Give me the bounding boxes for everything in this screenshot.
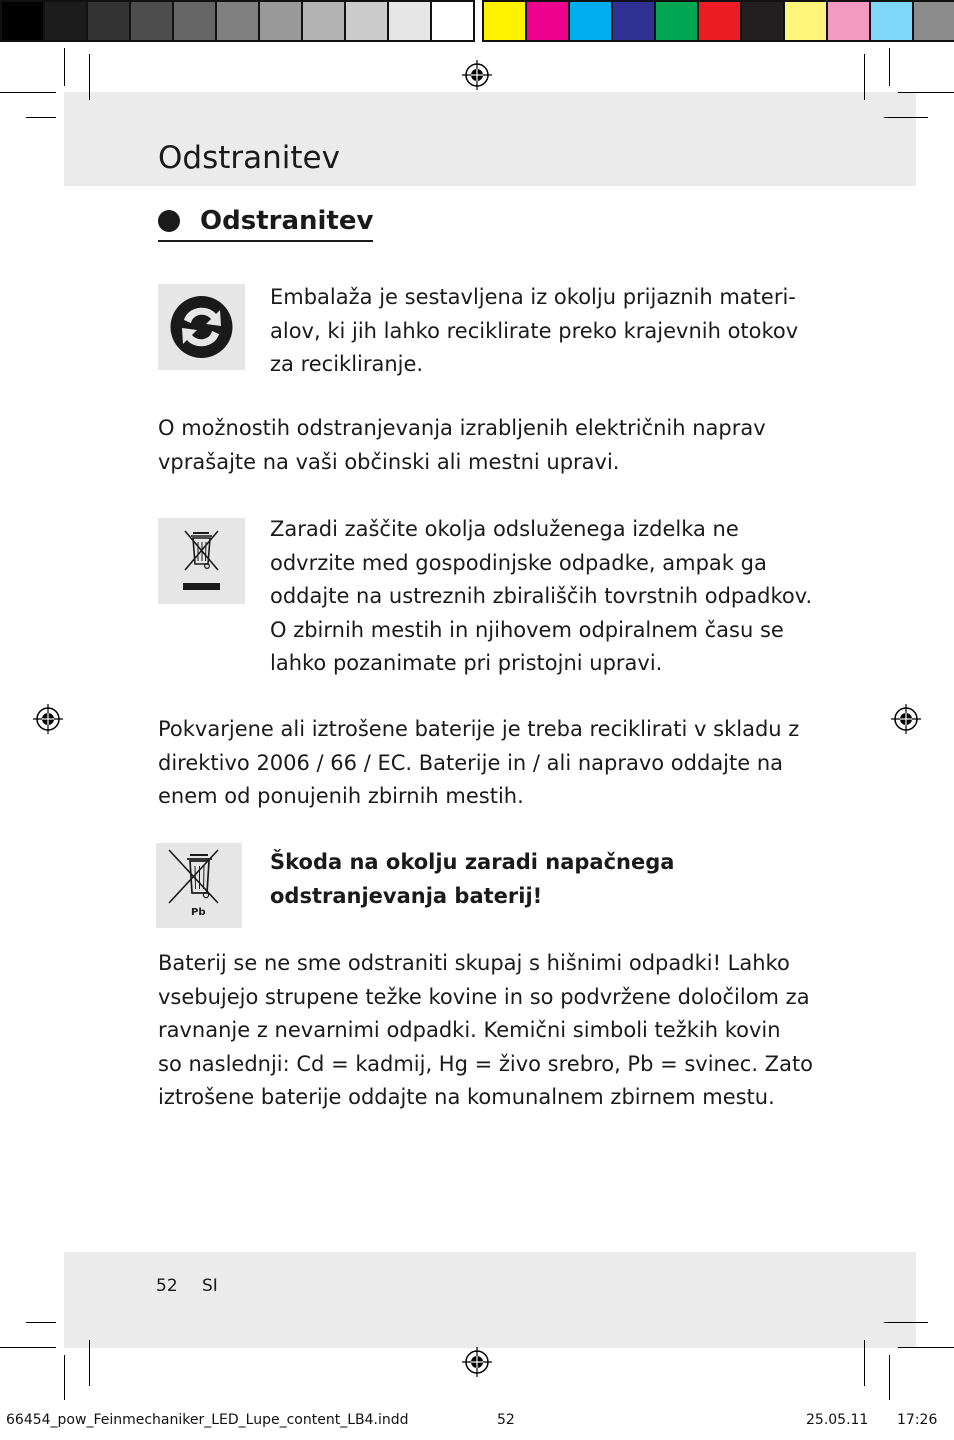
crop-mark — [26, 117, 56, 118]
slug-time: 17:26 — [897, 1412, 938, 1428]
color-swatch — [740, 0, 785, 42]
section-heading-text: Odstranitev — [200, 206, 374, 236]
color-swatch — [525, 0, 570, 42]
text-line: Zaradi zaščite okolja odsluženega izdelka ne — [270, 517, 739, 541]
crop-mark — [89, 1340, 90, 1386]
crop-mark — [884, 1322, 928, 1323]
green-dot-recycling-icon — [158, 284, 245, 370]
color-swatch — [611, 0, 656, 42]
text-line: Škoda na okolju zaradi napačnega — [270, 850, 675, 874]
color-swatch — [783, 0, 828, 42]
text-line: vsebujejo strupene težke kovine in so podvržene določilom za — [158, 984, 810, 1009]
registration-mark-icon — [891, 704, 921, 734]
batteries-text — [158, 713, 799, 814]
crop-mark — [884, 117, 928, 118]
crop-mark — [889, 48, 890, 86]
slug-filename: 66454_pow_Feinmechaniker_LED_Lupe_content_LB4.indd — [6, 1412, 409, 1428]
devices-text — [158, 412, 766, 479]
text-line: alov, ki jih lahko reciklirate preko krajevnih otokov — [270, 318, 799, 343]
text-line: direktivo 2006 / 66 / EC. Baterije in / ali napravo oddajte na — [158, 750, 784, 775]
footer-band — [64, 1252, 916, 1348]
crop-mark — [89, 54, 90, 100]
bullet-icon — [158, 210, 180, 232]
crop-mark — [898, 92, 954, 93]
color-swatch — [869, 0, 914, 42]
gray-scale-bar — [0, 0, 473, 46]
color-swatch — [912, 0, 954, 42]
text-line: enem od ponujenih zbirnih mestih. — [158, 784, 524, 808]
text-line: iztrošene baterije oddajte na komunalnem zbirnem mestu. — [158, 1085, 775, 1109]
registration-mark-icon — [33, 704, 63, 734]
text-line: so naslednji: Cd = kadmij, Hg = živo srebro, Pb = svinec. Zato — [158, 1051, 814, 1076]
crop-mark — [864, 1340, 865, 1386]
crossed-out-bin-icon — [158, 518, 245, 604]
registration-mark-icon — [462, 1347, 492, 1377]
crop-mark — [26, 1322, 56, 1323]
gray-swatch — [172, 0, 217, 42]
text-line: Pokvarjene ali iztrošene baterije je treba reciklirati v skladu z — [158, 717, 800, 741]
text-line: za recikliranje. — [270, 352, 424, 376]
gray-swatch — [387, 0, 432, 42]
warning-text — [270, 846, 674, 913]
crop-mark — [0, 1347, 56, 1348]
text-line: ravnanje z nevarnimi odpadki. Kemični simboli težkih kovin — [158, 1018, 781, 1042]
gray-swatch — [301, 0, 346, 42]
language-code: SI — [202, 1276, 218, 1296]
text-line: lahko pozanimate pri pristojni upravi. — [270, 651, 663, 675]
crop-mark — [0, 92, 56, 93]
crop-mark — [889, 1355, 890, 1400]
text-line: Embalaža je sestavljena iz okolju prijaznih materi- — [270, 285, 796, 309]
crop-mark — [864, 54, 865, 100]
gray-swatch — [129, 0, 174, 42]
packaging-text — [270, 281, 798, 382]
crop-mark — [64, 1355, 65, 1400]
color-swatch — [482, 0, 527, 42]
page-title: Odstranitev — [158, 140, 340, 176]
gray-swatch — [258, 0, 303, 42]
process-color-bar — [482, 0, 954, 46]
slug-date: 25.05.11 — [806, 1412, 869, 1428]
color-swatch — [568, 0, 613, 42]
gray-swatch — [344, 0, 389, 42]
gray-swatch — [43, 0, 88, 42]
crop-mark — [898, 1347, 954, 1348]
registration-mark-icon — [462, 60, 492, 90]
gray-swatch — [0, 0, 45, 42]
crop-mark — [64, 48, 65, 86]
slug-page: 52 — [497, 1412, 515, 1428]
gray-swatch — [430, 0, 475, 42]
text-line: oddajte na ustreznih zbirališčih tovrstnih odpadkov. — [270, 584, 813, 608]
text-line: Baterij se ne sme odstraniti skupaj s hišnimi odpadki! Lahko — [158, 951, 790, 975]
heavy-metals-text — [158, 947, 813, 1115]
color-swatch — [697, 0, 742, 42]
pb-label: Pb — [191, 907, 206, 918]
text-line: vprašajte na vaši občinski ali mestni upravi. — [158, 449, 620, 474]
weee-text — [270, 513, 812, 681]
text-line: O zbirnih mestih in njihovem odpiralnem času se — [270, 617, 784, 642]
gray-swatch — [86, 0, 131, 42]
section-heading — [158, 206, 373, 242]
crossed-out-bin-pb-icon — [156, 843, 242, 928]
color-swatch — [826, 0, 871, 42]
page-number: 52 — [156, 1276, 178, 1296]
color-swatch — [654, 0, 699, 42]
gray-swatch — [215, 0, 260, 42]
text-line: odstranjevanja baterij! — [270, 883, 543, 908]
text-line: odvrzite med gospodinjske odpadke, ampak ga — [270, 550, 767, 575]
text-line: O možnostih odstranjevanja izrabljenih električnih naprav — [158, 416, 766, 440]
